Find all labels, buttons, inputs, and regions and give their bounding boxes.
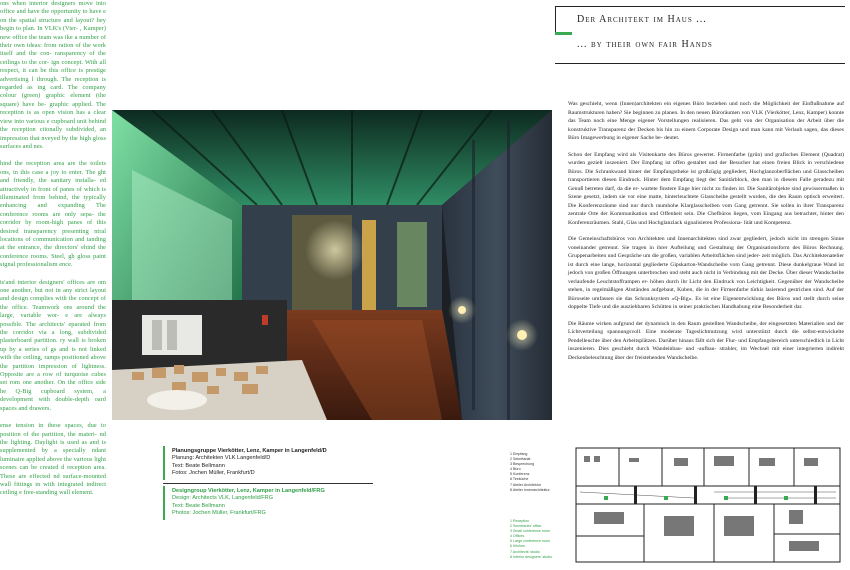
english-paragraph: ts'and interior designers' offices are om one another, but not in any strict layout and design complies with the concept of the office. Teamwork ons around the large, variable wor- e are always possible. The architects' eparated from the corridor via a long, subdivided plasterboard partition. ry wall is broken up by a series of gs and is not linked with the ceiling, ramps positioned above the partition impression of lightness. Opposite are a row of turquoise cubes set rom one another. On the office side he Q-Big cupboard system, a development with double-depth oard spaces and drawers.	[0, 278, 106, 412]
floor-plan	[574, 446, 842, 564]
caption-german-text: Text: Beate Bellmann	[172, 462, 225, 469]
legend-item: 1 Empfang	[510, 452, 528, 456]
caption-english-design: Design: Architects VLK, Langenfeld/FRG	[172, 495, 274, 502]
legend-item: 5 Large conference room	[510, 539, 551, 544]
caption-german-firm: Planungsgruppe Vierkötter, Lenz, Kamper in Langenfeld/D	[172, 448, 327, 454]
english-paragraph: hind the reception area are the toilets ons, in this case a joy to enter. The ght and friendly, the sanitary installa- ed attractively in front of panes of which is illuminated from behind, the typically enhancing and expanding The conference rooms are only sepa- the corridor by room-high panes of this desired transparency presenting ntral locations of communication and tanding at the entrance, the directors' ehind the conference rooms. Steel, gh gloss paint signal professionalism ence.	[0, 160, 106, 269]
legend-item: 4 Büro	[510, 467, 521, 472]
legend-item: 3 Besprechung	[510, 462, 535, 467]
legend-item: 1 Reception	[510, 519, 530, 523]
english-text-column	[0, 0, 106, 570]
german-paragraph: Was geschieht, wenn (Innen)architekten ein eigenes Büro beziehen und noch die Möglichkeit der Einflußnahme auf Raumstrukturen haben? Sie beginnen zu planen. In den neuen Büroräumen von VLK (Vierkötter, Lenz, Kamper) konnte das Team noch eine Menge eigener Vorstellungen realisieren. Das geht von der Organisation der Arbeit über die konstruktive Transparenz der Decken bis hin zu einem Corporate Design und man kann mit Verlaub sagen, das dieses Büro Imagewerbung in eigener Sache be- deutet.	[568, 101, 844, 141]
legend-item: 8 Interior designers' studio	[510, 554, 553, 559]
legend-item: 3 Small conference room	[510, 529, 550, 534]
legend-item: 2 Sekretariat	[510, 457, 531, 462]
german-paragraph: Die Räume wirken aufgrund der dynamisch in den Raum gestellten Wandscheibe, der eingesetzten Materialien und der Lichtverteilung spannungsvoll. Eine moderate Tageslichtnutzung wird unterstützt durch die selbst-entwickelte Pendelleuchte über den Arbeitsplätzen. Darüber hinaus fällt sich der Flur- und Empfangsbereich unterschiedlich in Licht inszenieren. Dies geschieht durch Wandeinbau- und -aufbau- strahler, im Wechsel mit einer integrierten indirekt Deckenbeleuchtung über der freistehenden Wandscheibe.	[568, 320, 844, 361]
office-interior-photo	[112, 110, 552, 420]
english-paragraph: ense tension in these spaces, due to position of the partition, the materi- nd the lighting. Daylight is used as and is supplemented by a specially ndant luminaire applied above the various light scenes can be created d reception area. These are effected nd surface-mounted wall fittings in with integrated indirect ceiling e free-standing wall element.	[0, 422, 106, 497]
article-title: Der Architekt im Haus ...	[577, 14, 707, 25]
german-paragraph: Schon der Empfang wird als Visitenkarte des Büros gewertet. Firmenfarbe (grün) und grafisches Element (Quadrat) wurden gezielt inszeniert. Der Empfang ist offen gestaltet und der Besucher hat einen freien Blick in verschiedene Büros. Die Schrankwand hinter der Empfangstheke ist großzügig gegliedert, Hochglanzoberflächen und Glasscheiben transportieren diesen Eindruck. Hinter dem Empfang liegt der Sanitärblock, den man in diesem Falle geradezu mit Genuß betreten darf, da die er- wartete finstere Enge hier nicht zu finden ist. Die Sanitärobjekte sind gewissermaßen in Szene gesetzt, indem sie vor eine matte, hinterleuchtete Glasscheibe gestellt wurden, die den Raum optisch erweitert. Die Konferenzräume sind nur durch raumhohe Klarglasscheiben vom Gang getrennt. Sie sollen in ihrer Transparenz zentrale Orte der Kommunikation und Offenheit sein. Die Chefbüros liegen, vom Eingang aus betrachtet, hinter den Konferenzräumen. Stahl, Glas und Hochglanzlack signalisieren Professiona- lität und Kompetenz.	[568, 151, 844, 226]
header-green-accent	[555, 32, 572, 35]
article-subtitle: ... by their own fair Hands	[577, 39, 713, 50]
caption-english-photos: Photos: Jochen Müller, Frankfurt/FRG	[172, 510, 266, 517]
caption-english-firm: Designgroup Vierkötter, Lenz, Kamper in Langenfeld/FRG	[172, 488, 325, 494]
legend-item: 2 Secretaries' office	[510, 524, 542, 529]
german-body-text	[568, 100, 844, 370]
english-paragraph: ons when interior designers move into office and have the opportunity to have e on the spatial structure and layout? hey begin to plan. In VLK's (Vier- , Kamper) new office the team was ike a number of their own ideas: from ration of the work itself and the con- ransparency of the ceilings to the cor- ign concept. With all respect, it can be this office is prestige advertising l through. The reception is regarded as ing card. The company colour (green) graphic element (the square) have be- graphic applied. The reception is as open vision has a clear view into various e cupboard unit behind the reception ctionally subdivided, an impression that nveyed by the high gloss surfaces and nes.	[0, 0, 106, 150]
caption-accent-bar	[163, 486, 165, 520]
header-rule-top	[555, 6, 845, 7]
caption-german-photos: Fotos: Jochen Müller, Frankfurt/D	[172, 470, 255, 477]
caption-german-design: Planung: Architekten VLK Langenfeld/D	[172, 455, 271, 462]
caption-german	[172, 448, 372, 478]
caption-accent-bar	[163, 446, 165, 480]
header-rule-bottom	[555, 63, 845, 64]
legend-item: 7 Architects' studio	[510, 549, 540, 554]
photo-illustration	[112, 110, 552, 420]
german-paragraph: Die Gemeinschaftsbüros von Architekten und Innenarchitekten sind zwar gegliedert, jedoch nicht im strengen Sinne voneinander getrennt. Sie tragen in ihrer Aufteilung und Gestaltung der Organisationsform des Büros Rechnung. Gruppenarbeiten und Gespräche um die großen, variablen Arbeitsflächen sind jeder- zeit möglich. Das Architektenatelier ist durch eine lange, horizontal gegliederte Gipskarton-Wandscheibe vom Gang getrennt. Diese dunkelgraue Wand ist jedoch von großen Öffnungen unterbrochen und steht auch nicht in Verbindung mit der Decke. Über dieser Wandscheibe verlaufende Leuchtstofframpen er- höhen durch ihr Licht den Eindruck von Leichtigkeit. Gegenüber der Wandscheibe stehen, in regelmäßigen Abständen aufgebaut, Kuben, die in der Firmenfarbe türkis lasierend gestrichen sind. Auf der Büroseite umfassen sie das Schranksystem »Q-Big«. Es ist eine Eigenentwicklung des Büros und stellt durch seine doppelte Tiefe und die ausziehbaren Schütten in seiner praktischen Handhabung eine Besonderheit dar.	[568, 236, 844, 310]
header-vertical-rule	[555, 6, 556, 32]
floorplan-legend-german	[510, 452, 550, 493]
caption-divider	[163, 483, 373, 484]
legend-item: 8 Atelier Innenarchitektur	[510, 487, 550, 492]
legend-item: 7 Atelier Architektur	[510, 482, 541, 487]
legend-item: 5 Konferenz	[510, 472, 530, 477]
legend-item: 4 Offices	[510, 534, 525, 539]
legend-item: 6 Kitchen	[510, 544, 525, 549]
article-header	[555, 6, 845, 64]
caption-english-text: Text: Beate Bellmann	[172, 502, 225, 509]
floor-plan-drawing	[574, 446, 842, 564]
legend-item: 6 Teeküche	[510, 477, 529, 482]
floorplan-legend-english	[510, 519, 552, 560]
caption-english	[172, 488, 372, 518]
